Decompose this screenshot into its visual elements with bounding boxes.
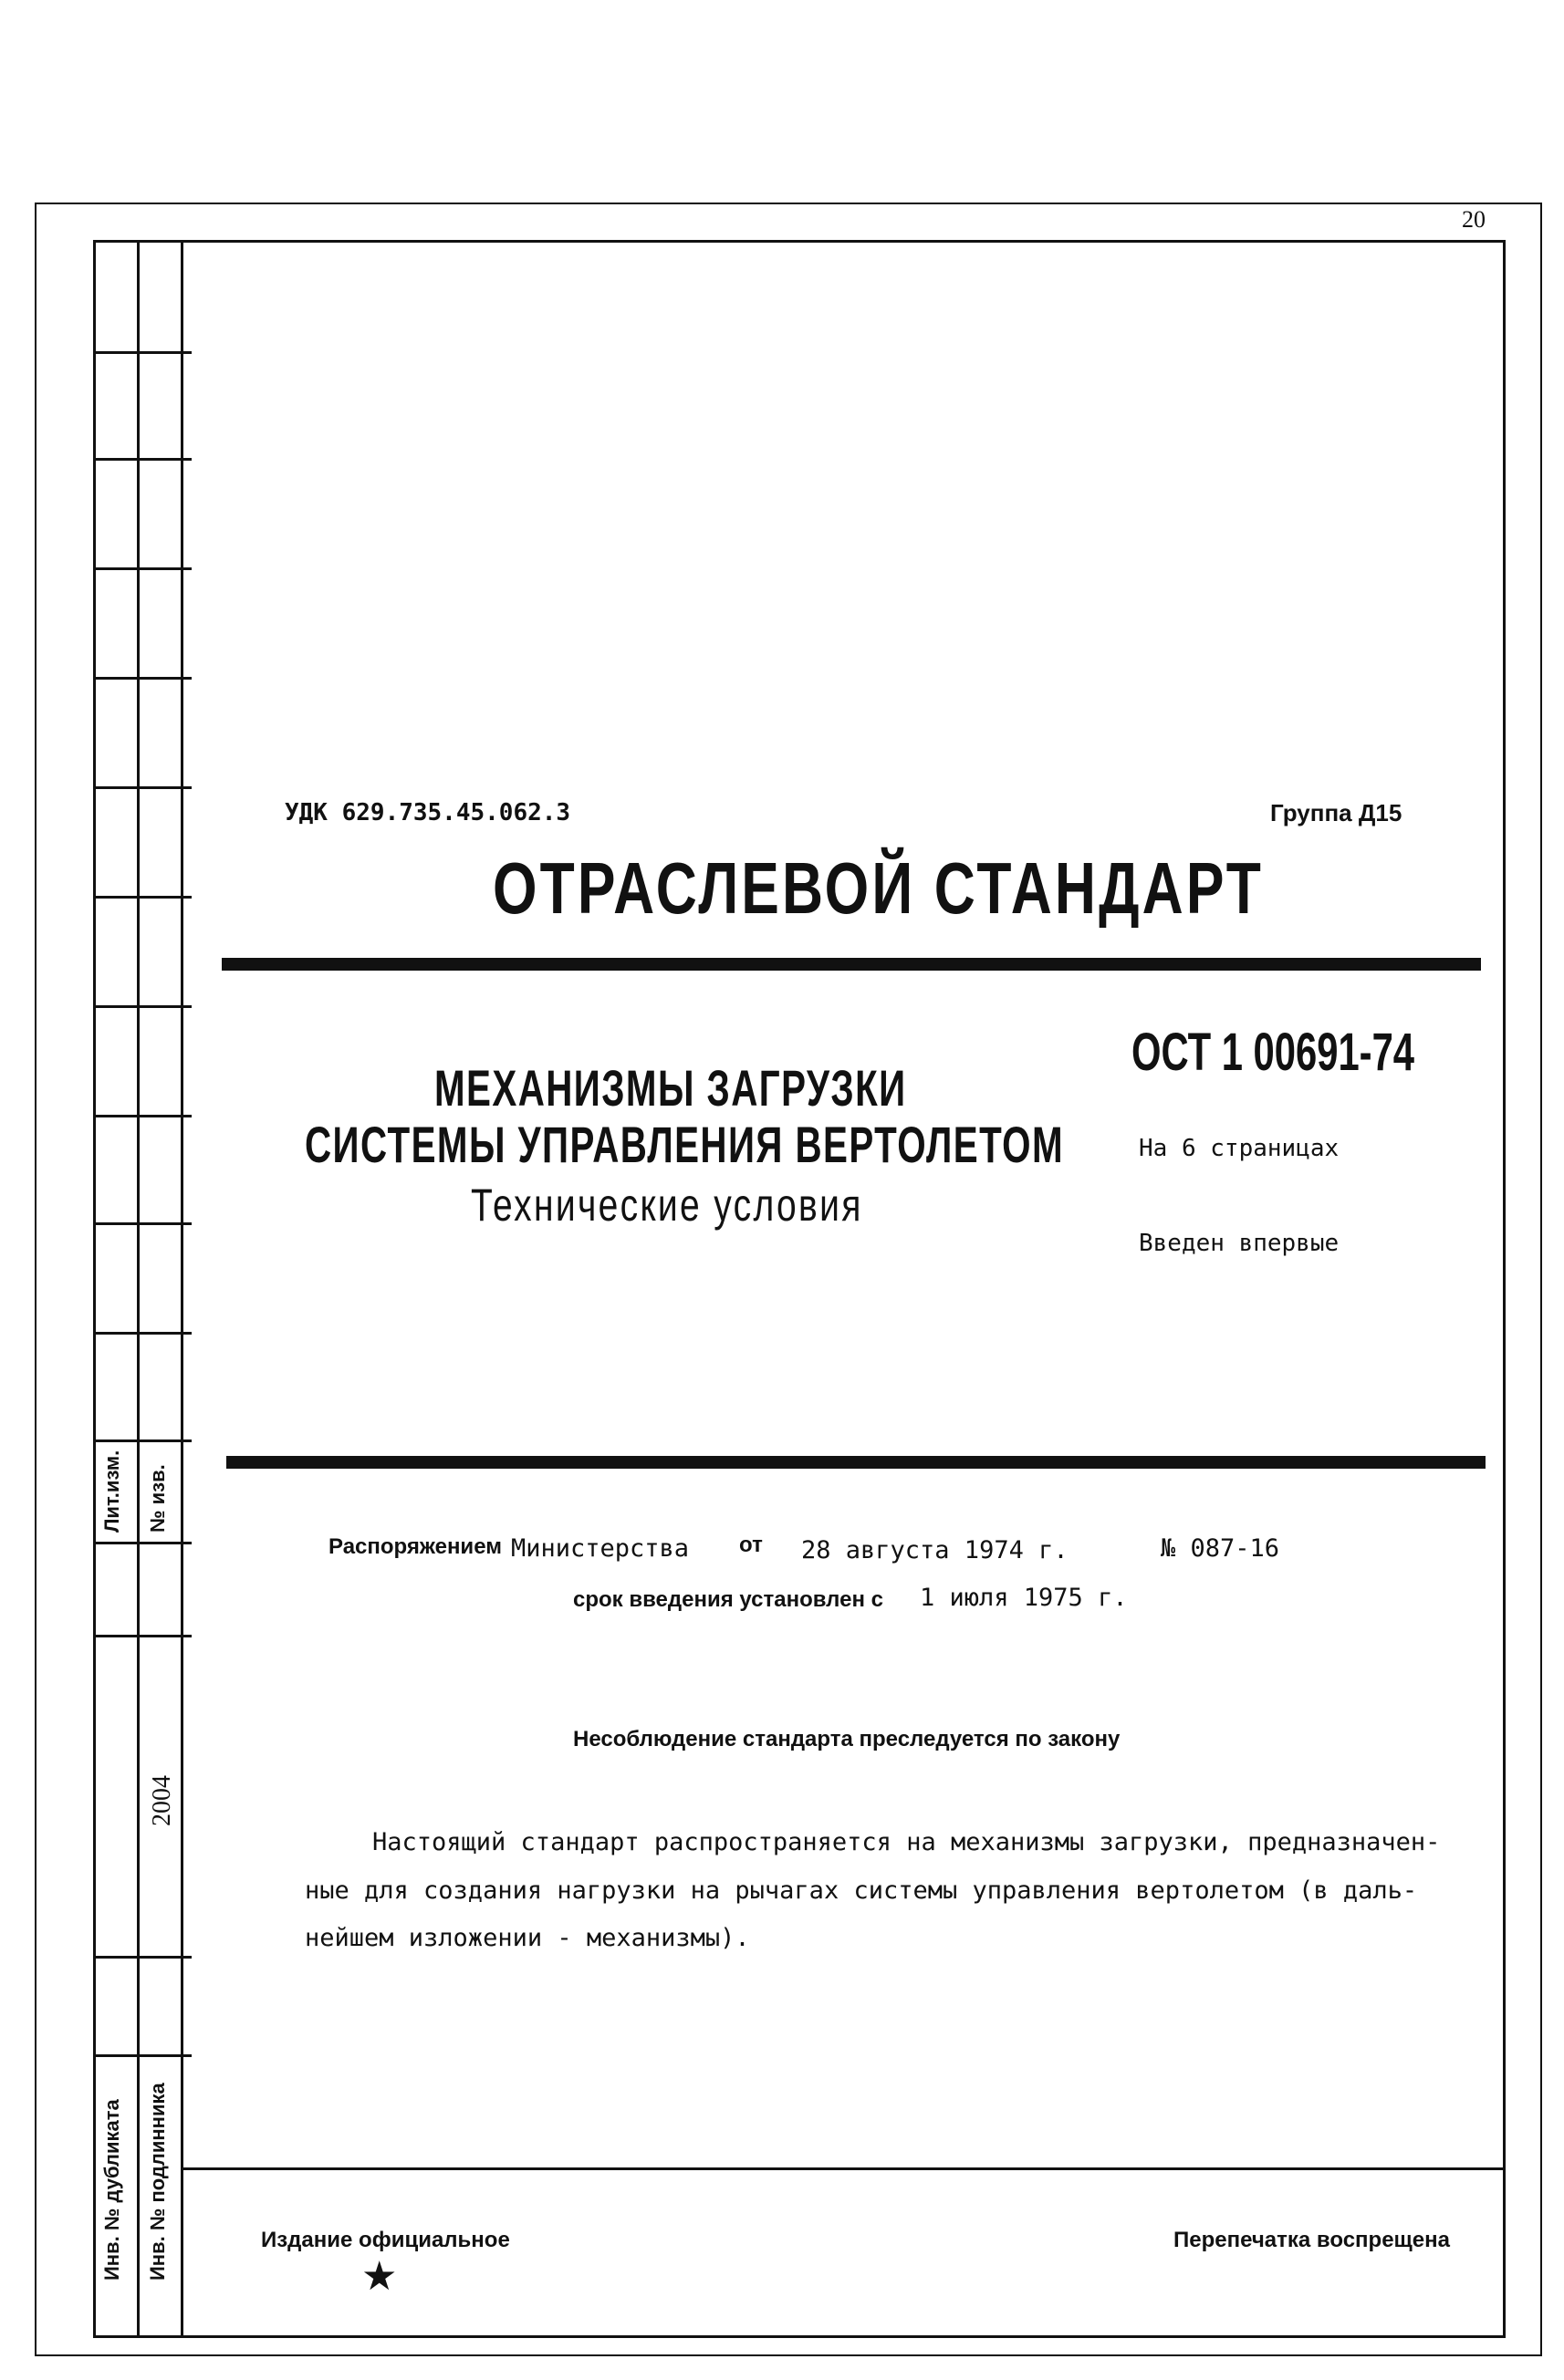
doc-title-line3: Технические условия bbox=[471, 1180, 863, 1231]
sidebar-grid-line bbox=[93, 1115, 192, 1117]
sidebar-grid-line bbox=[93, 1005, 192, 1008]
footer-rule bbox=[181, 2167, 1506, 2170]
body-line-3: нейшем изложении - механизмы). bbox=[305, 1924, 750, 1952]
intro-note: Введен впервые bbox=[1139, 1230, 1340, 1257]
title-rule bbox=[222, 958, 1481, 971]
sidebar-grid-line bbox=[93, 1542, 192, 1544]
body-line-2: ные для создания нагрузки на рычагах системы управления вертолетом (в даль- bbox=[305, 1876, 1418, 1905]
sidebar-grid-line bbox=[93, 677, 192, 680]
doc-title-line1: МЕХАНИЗМЫ ЗАГРУЗКИ bbox=[434, 1059, 907, 1117]
sidebar-grid-line bbox=[93, 458, 192, 461]
inv-original-label: Инв. № подлинника bbox=[146, 2083, 169, 2281]
body-line-1: Настоящий стандарт распространяется на механизмы загрузки, предназначен- bbox=[372, 1828, 1441, 1856]
order-label: Распоряжением bbox=[328, 1534, 502, 1559]
sidebar-grid-line bbox=[93, 1222, 192, 1225]
effective-date: 1 июля 1975 г. bbox=[920, 1584, 1128, 1612]
official-edition: Издание официальное bbox=[261, 2228, 510, 2252]
star-icon: ★ bbox=[361, 2253, 398, 2300]
sidebar-grid-line bbox=[93, 567, 192, 570]
main-frame bbox=[93, 240, 1506, 2338]
sidebar-grid-line bbox=[93, 1956, 192, 1959]
sidebar-grid-line bbox=[93, 1635, 192, 1637]
sidebar-grid-line bbox=[93, 896, 192, 899]
order-rule bbox=[226, 1456, 1486, 1469]
law-warning: Несоблюдение стандарта преследуется по закону bbox=[573, 1727, 1121, 1751]
sidebar-grid-line bbox=[93, 1332, 192, 1335]
group-code: Группа Д15 bbox=[1270, 799, 1402, 826]
order-date: 28 августа 1974 г. bbox=[801, 1536, 1069, 1564]
sidebar-divider bbox=[137, 240, 140, 2338]
lit-izm-label: Лит.изм. bbox=[100, 1450, 123, 1533]
udk-code: УДК 629.735.45.062.3 bbox=[285, 799, 571, 826]
sidebar-grid-line bbox=[93, 786, 192, 789]
effective-label: срок введения установлен с bbox=[573, 1587, 883, 1612]
no-izv-label: № изв. bbox=[146, 1464, 169, 1533]
order-number: № 087-16 bbox=[1161, 1534, 1280, 1563]
order-ministry: Министерства bbox=[511, 1534, 690, 1563]
pages-note: На 6 страницах bbox=[1139, 1135, 1340, 1162]
ost-number: ОСТ 1 00691-74 bbox=[1131, 1023, 1415, 1082]
sidebar-grid-line bbox=[93, 1439, 192, 1442]
doc-title-line2: СИСТЕМЫ УПРАВЛЕНИЯ ВЕРТОЛЕТОМ bbox=[305, 1116, 1064, 1173]
order-from: от bbox=[739, 1533, 763, 1557]
page-number: 20 bbox=[1462, 206, 1486, 233]
sidebar-divider bbox=[181, 240, 183, 2338]
page-title: ОТРАСЛЕВОЙ СТАНДАРТ bbox=[493, 847, 1264, 929]
reprint-prohibited: Перепечатка воспрещена bbox=[1173, 2228, 1450, 2252]
sidebar-grid-line bbox=[93, 2054, 192, 2057]
inv-duplicate-label: Инв. № дубликата bbox=[100, 2099, 123, 2281]
sidebar-grid-line bbox=[93, 351, 192, 354]
year-label: 2004 bbox=[148, 1775, 176, 1826]
